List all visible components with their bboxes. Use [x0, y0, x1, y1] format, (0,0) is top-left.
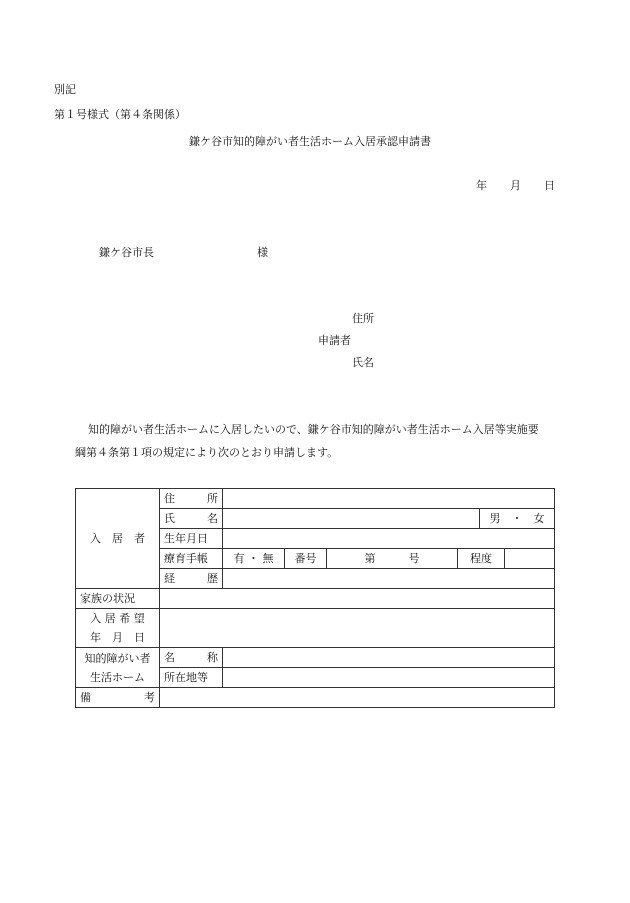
home-location-label: 所在地等	[160, 668, 223, 688]
remarks-field[interactable]	[160, 688, 555, 708]
handbook-label: 療育手帳	[160, 549, 223, 569]
resident-label: 入 居 者	[76, 489, 160, 589]
date-month: 月	[510, 179, 521, 192]
addressee-name: 鎌ケ谷市長	[99, 246, 154, 259]
desired-date-field[interactable]	[160, 609, 555, 648]
birthdate-label: 生年月日	[160, 529, 223, 549]
date-day: 日	[544, 179, 555, 192]
handbook-has-none[interactable]: 有 ・ 無	[223, 549, 285, 568]
desired-date-label	[76, 609, 160, 648]
birthdate-field[interactable]	[223, 529, 555, 549]
number-field[interactable]: 第 号	[327, 549, 458, 568]
number-label: 番号	[285, 549, 327, 568]
history-field[interactable]	[223, 569, 555, 589]
remarks-label: 備 考	[76, 688, 160, 708]
body-text-line2: 綱第４条第１項の規定により次のとおり申請します。	[75, 446, 339, 459]
applicant-name-label: 氏名	[352, 356, 374, 369]
document-title: 鎌ケ谷市知的障がい者生活ホーム入居承認申請書	[189, 135, 431, 148]
date-year: 年	[476, 179, 487, 192]
address-field[interactable]	[223, 489, 555, 509]
home-name-field[interactable]	[223, 648, 555, 668]
home-label	[76, 648, 160, 688]
application-form-table	[75, 488, 555, 708]
applicant-address-label: 住所	[352, 312, 374, 325]
degree-label: 程度	[458, 549, 505, 568]
body-text-line1: 知的障がい者生活ホームに入居したいので、鎌ケ谷市知的障がい者生活ホーム入居等実施要	[88, 423, 539, 436]
form-number: 第１号様式（第４条関係）	[54, 108, 186, 121]
desired-date-label-line1: 入 居 希 望	[90, 612, 145, 625]
applicant-role-label: 申請者	[318, 334, 351, 347]
addressee-honorific: 様	[257, 246, 268, 259]
degree-field[interactable]	[505, 549, 555, 568]
history-label: 経 歴	[160, 569, 223, 589]
home-label-line1: 知的障がい者	[84, 651, 151, 665]
gender-selector[interactable]: 男 ・ 女	[489, 511, 545, 525]
name-field[interactable]	[223, 509, 480, 528]
handbook-row	[223, 549, 555, 569]
home-label-line2: 生活ホーム	[90, 670, 145, 684]
name-label: 氏 名	[160, 509, 223, 529]
family-field[interactable]	[160, 589, 555, 609]
name-row	[223, 509, 555, 529]
address-label: 住 所	[160, 489, 223, 509]
appendix-label: 別記	[54, 83, 76, 96]
desired-date-label-line2: 年 月 日	[90, 631, 145, 644]
home-location-field[interactable]	[223, 668, 555, 688]
home-name-label: 名 称	[160, 648, 223, 668]
family-label: 家族の状況	[76, 589, 160, 609]
